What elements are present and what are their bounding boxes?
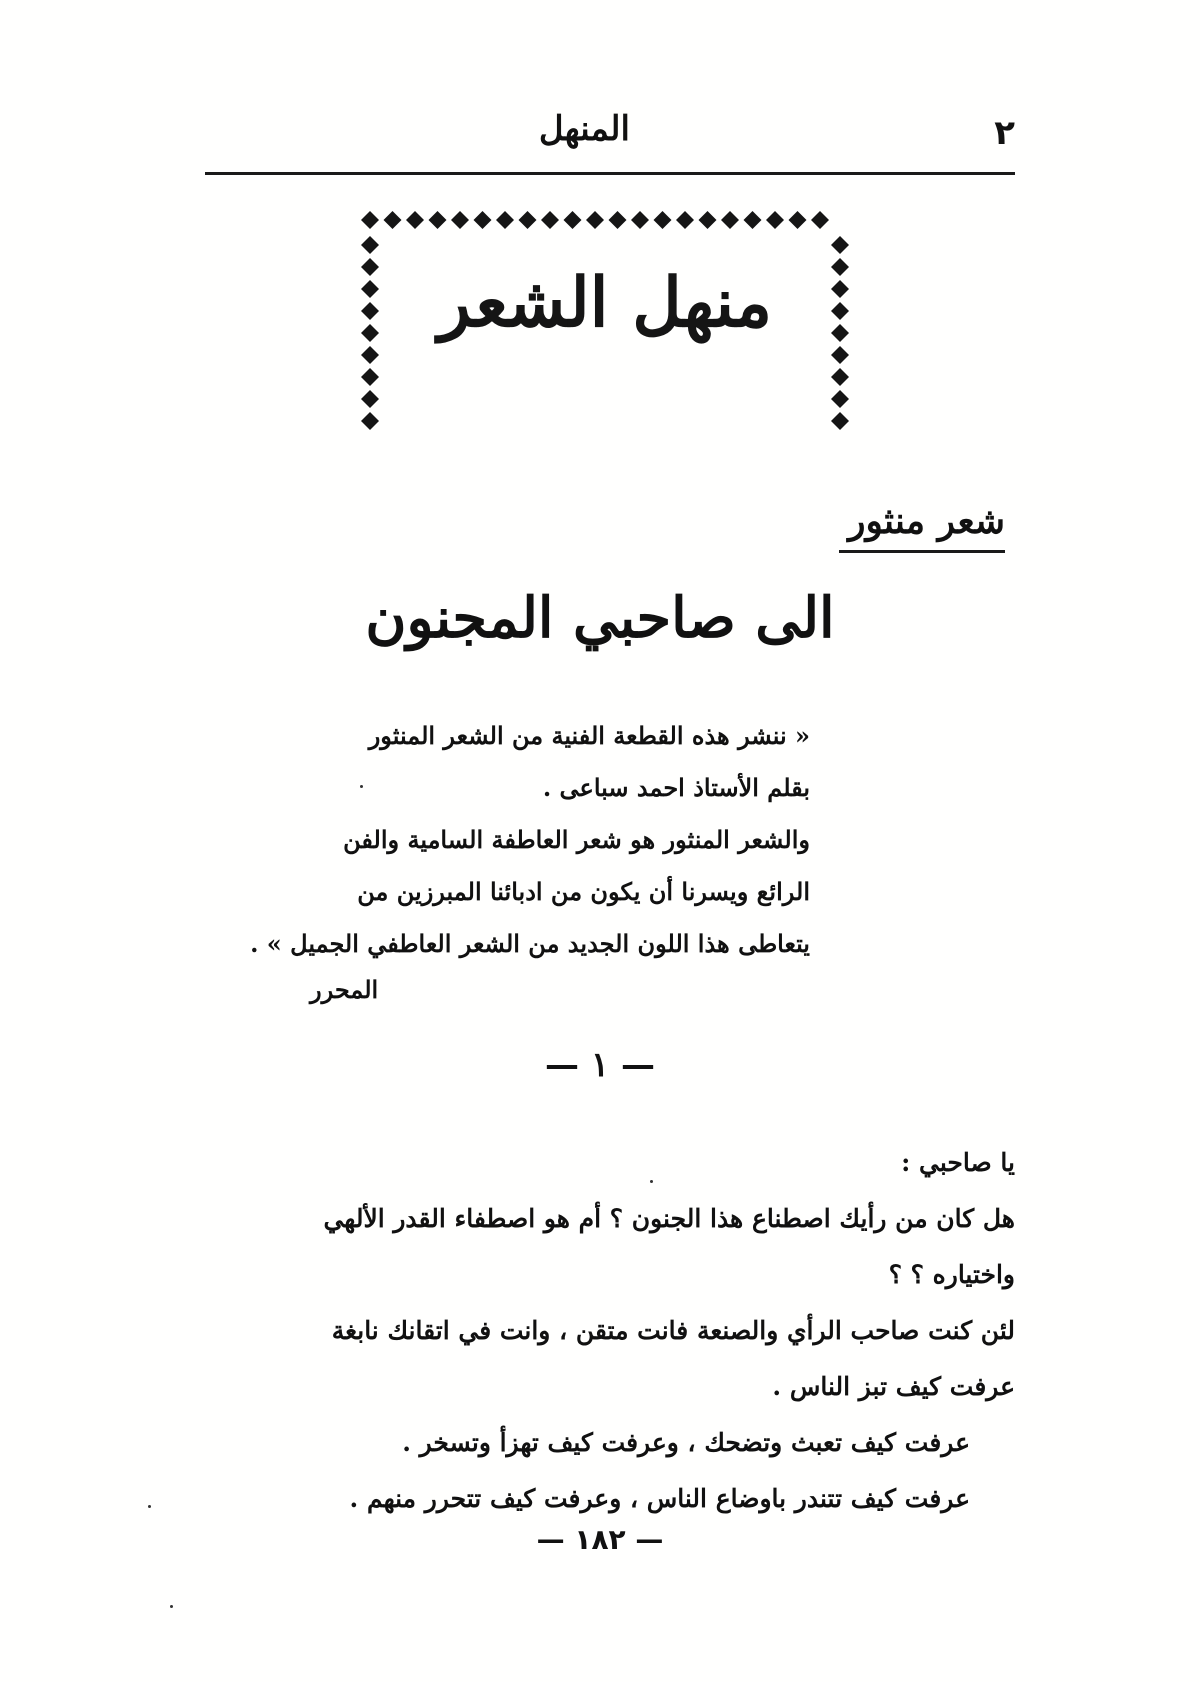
border-diamond xyxy=(631,211,649,229)
border-diamond xyxy=(721,211,739,229)
header-page-number: ٢ xyxy=(994,113,1015,153)
border-diamond xyxy=(744,211,762,229)
border-diamond xyxy=(831,390,849,408)
poem-line: عرفت كيف تبز الناس . xyxy=(772,1372,1015,1401)
border-diamond xyxy=(361,236,379,254)
border-diamond xyxy=(586,211,604,229)
editor-note xyxy=(200,710,810,970)
border-diamond xyxy=(831,236,849,254)
border-diamond xyxy=(831,324,849,342)
border-diamond xyxy=(361,258,379,276)
poem-line: عرفت كيف تعبث وتضحك ، وعرفت كيف تهزأ وتسخر . xyxy=(402,1428,970,1457)
journal-name: المنهل xyxy=(538,109,630,149)
section-banner xyxy=(355,205,855,445)
border-diamond xyxy=(519,211,537,229)
category-label: شعر منثور xyxy=(839,500,1005,553)
border-diamond xyxy=(361,280,379,298)
editor-note-line: بقلم الأستاذ احمد سباعى . xyxy=(542,773,810,802)
border-diamond xyxy=(384,211,402,229)
poem-line: لئن كنت صاحب الرأي والصنعة فانت متقن ، وانت في اتقانك نابغة xyxy=(331,1316,1015,1345)
section-number: — ١ — xyxy=(545,1045,655,1085)
border-diamond xyxy=(361,412,379,430)
editor-note-line: الرائع ويسرنا أن يكون من ادبائنا المبرزين من xyxy=(357,877,810,906)
border-diamond xyxy=(609,211,627,229)
border-diamond xyxy=(541,211,559,229)
border-diamond xyxy=(831,368,849,386)
running-head xyxy=(205,103,1015,153)
border-diamond xyxy=(361,302,379,320)
poem-body xyxy=(185,1135,1015,1527)
border-diamond xyxy=(361,211,379,229)
poem-line: هل كان من رأيك اصطناع هذا الجنون ؟ أم هو اصطفاء القدر الألهي xyxy=(323,1204,1015,1233)
footer-page-number: — ١٨٢ — xyxy=(536,1523,664,1556)
border-diamond xyxy=(564,211,582,229)
poem-line: عرفت كيف تتندر باوضاع الناس ، وعرفت كيف تتحرر منهم . xyxy=(349,1484,970,1513)
editor-note-line: « ننشر هذه القطعة الفنية من الشعر المنثور xyxy=(368,721,810,750)
border-diamond xyxy=(429,211,447,229)
article-title: الى صاحبي المجنون xyxy=(365,585,835,651)
border-diamond xyxy=(496,211,514,229)
border-diamond xyxy=(831,346,849,364)
border-diamond xyxy=(406,211,424,229)
border-diamond xyxy=(451,211,469,229)
border-diamond xyxy=(654,211,672,229)
banner-title: منهل الشعر xyxy=(437,263,773,343)
header-rule xyxy=(205,172,1015,175)
border-diamond xyxy=(831,258,849,276)
border-diamond xyxy=(766,211,784,229)
scan-speck xyxy=(360,785,363,788)
border-diamond xyxy=(831,280,849,298)
border-diamond xyxy=(474,211,492,229)
scan-speck xyxy=(650,1180,653,1183)
editor-note-line: والشعر المنثور هو شعر العاطفة السامية والفن xyxy=(343,825,810,854)
editor-note-line: يتعاطى هذا اللون الجديد من الشعر العاطفي الجميل » . xyxy=(250,929,810,958)
poem-line: واختياره ؟ ؟ xyxy=(888,1260,1015,1289)
border-diamond xyxy=(831,412,849,430)
scan-speck xyxy=(170,1605,173,1608)
border-diamond xyxy=(811,211,829,229)
border-diamond xyxy=(676,211,694,229)
border-diamond xyxy=(831,302,849,320)
border-diamond xyxy=(361,390,379,408)
poem-line: يا صاحبي : xyxy=(901,1148,1015,1177)
border-diamond xyxy=(699,211,717,229)
editor-signature: المحرر xyxy=(310,975,379,1004)
scan-speck xyxy=(148,1505,151,1508)
border-diamond xyxy=(789,211,807,229)
border-diamond xyxy=(361,324,379,342)
border-diamond xyxy=(361,368,379,386)
border-diamond xyxy=(361,346,379,364)
